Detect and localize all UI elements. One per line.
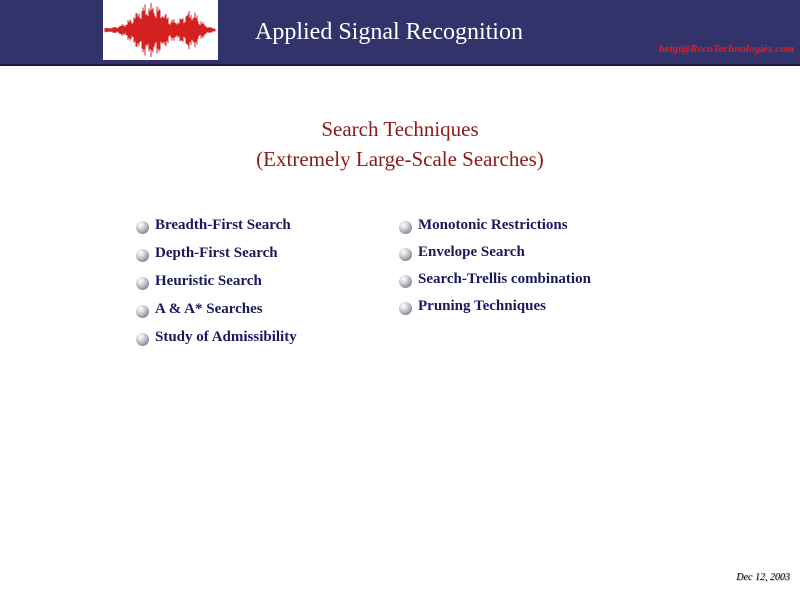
list-item-label: Pruning Techniques (418, 298, 546, 314)
list-item-label: Depth-First Search (155, 245, 278, 261)
list-item (399, 216, 591, 243)
list-item-label: Breadth-First Search (155, 217, 291, 233)
list-item-label: Monotonic Restrictions (418, 217, 568, 233)
sphere-bullet-icon (136, 333, 149, 346)
sphere-bullet-icon (136, 249, 149, 262)
sphere-bullet-icon (399, 221, 412, 234)
list-item-label: Heuristic Search (155, 273, 262, 289)
list-item (136, 300, 297, 328)
sphere-bullet-icon (136, 305, 149, 318)
list-item (399, 297, 591, 324)
sphere-bullet-icon (399, 302, 412, 315)
sphere-bullet-icon (136, 221, 149, 234)
list-item-label: A & A* Searches (155, 301, 263, 317)
list-item (136, 272, 297, 300)
sphere-bullet-icon (399, 248, 412, 261)
sphere-bullet-icon (136, 277, 149, 290)
list-item-label: Search-Trellis combination (418, 271, 591, 287)
slide-date: Dec 12, 2003 (736, 572, 790, 583)
slide-title-line-1: Search Techniques (321, 117, 479, 141)
header-band (0, 0, 800, 66)
slide-title (0, 114, 800, 174)
sphere-bullet-icon (399, 275, 412, 288)
list-item-label: Study of Admissibility (155, 329, 297, 345)
list-item (399, 270, 591, 297)
list-item (136, 328, 297, 356)
list-item (399, 243, 591, 270)
slide-title-line-2: (Extremely Large-Scale Searches) (256, 147, 544, 171)
logo (103, 0, 218, 60)
contact-email: beigi@RecoTechnologies.com (659, 43, 794, 55)
app-title: Applied Signal Recognition (255, 19, 523, 45)
left-bullet-list (136, 216, 297, 356)
list-item-label: Envelope Search (418, 244, 525, 260)
right-bullet-list (399, 216, 591, 324)
list-item (136, 216, 297, 244)
waveform-logo-icon (103, 0, 218, 60)
list-item (136, 244, 297, 272)
